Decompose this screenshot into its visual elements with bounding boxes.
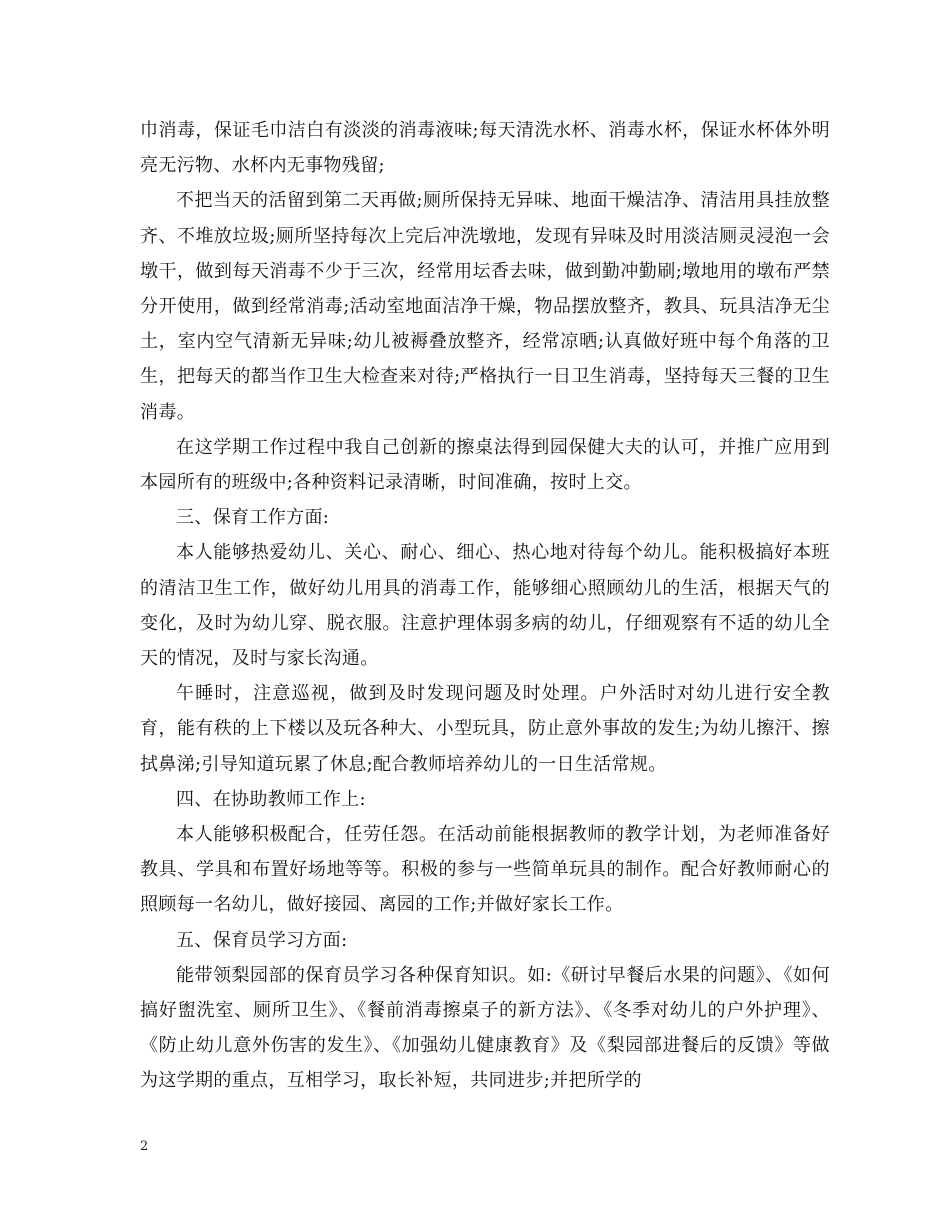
page-number: 2 xyxy=(140,1139,149,1154)
paragraph-caring-for-children: 本人能够热爱幼儿、关心、耐心、细心、热心地对待每个幼儿。能积极搞好本班的清洁卫生工作，做好幼儿用具的消毒工作，能够细心照顾幼儿的生活，根据天气的变化，及时为幼儿穿、脱衣服。注意护理体弱多病的幼儿，仔细观察有不适的幼儿全天的情况，及时与家长沟通。 xyxy=(140,542,830,670)
paragraph-table-wiping-method: 在这学期工作过程中我自己创新的擦桌法得到园保健大夫的认可，并推广应用到本园所有的班级中;各种资料记录清晰，时间准确，按时上交。 xyxy=(140,436,830,494)
section-heading-childcare-work: 三、保育工作方面: xyxy=(176,507,330,529)
section-heading-assisting-teachers: 四、在协助教师工作上: xyxy=(176,788,366,810)
section-heading-caregiver-learning: 五、保育员学习方面: xyxy=(176,929,348,951)
paragraph-toilet-classroom-hygiene: 不把当天的活留到第二天再做;厕所保持无异味、地面干燥洁净、清洁用具挂放整齐、不堆放垃圾;厕所坚持每次上完后冲洗墩地，发现有异味及时用淡洁厕灵浸泡一会墩干，做到每天消毒不少于三次，经常用坛香去味，做到勤冲勤刷;墩地用的墩布严禁分开使用，做到经常消毒;活动室地面洁净干燥，物品摆放整齐，教具、玩具洁净无尘土，室内空气清新无异味;幼儿被褥叠放整齐，经常凉晒;认真做好班中每个角落的卫生，把每天的都当作卫生大检查来对待;严格执行一日卫生消毒，坚持每天三餐的卫生消毒。 xyxy=(140,190,830,423)
paragraph-cooperation-with-teachers: 本人能够积极配合，任劳任怨。在活动前能根据教师的教学计划，为老师准备好教具、学具和布置好场地等等。积极的参与一些简单玩具的制作。配合好教师耐心的照顾每一名幼儿，做好接园、离园的工作;并做好家长工作。 xyxy=(140,824,830,916)
paragraph-towel-cup-disinfection: 巾消毒，保证毛巾洁白有淡淡的消毒液味;每天清洗水杯、消毒水杯，保证水杯体外明亮无污物、水杯内无事物残留; xyxy=(140,120,830,177)
paragraph-learning-topics: 能带领梨园部的保育员学习各种保育知识。如:《研讨早餐后水果的问题》、《如何搞好盥洗室、厕所卫生》、《餐前消毒擦桌子的新方法》、《冬季对幼儿的户外护理》、《防止幼儿意外伤害的发生》、《加强幼儿健康教育》及《梨园部进餐后的反馈》等做为这学期的重点，互相学习，取长补短，共同进步;并把所学的 xyxy=(140,964,830,1092)
document-body xyxy=(140,113,830,1099)
paragraph-nap-and-outdoor-safety: 午睡时，注意巡视，做到及时发现问题及时处理。户外活时对幼儿进行安全教育，能有秩的上下楼以及玩各种大、小型玩具，防止意外事故的发生;为幼儿擦汗、擦拭鼻涕;引导知道玩累了休息;配合教师培养幼儿的一日生活常规。 xyxy=(140,683,830,775)
